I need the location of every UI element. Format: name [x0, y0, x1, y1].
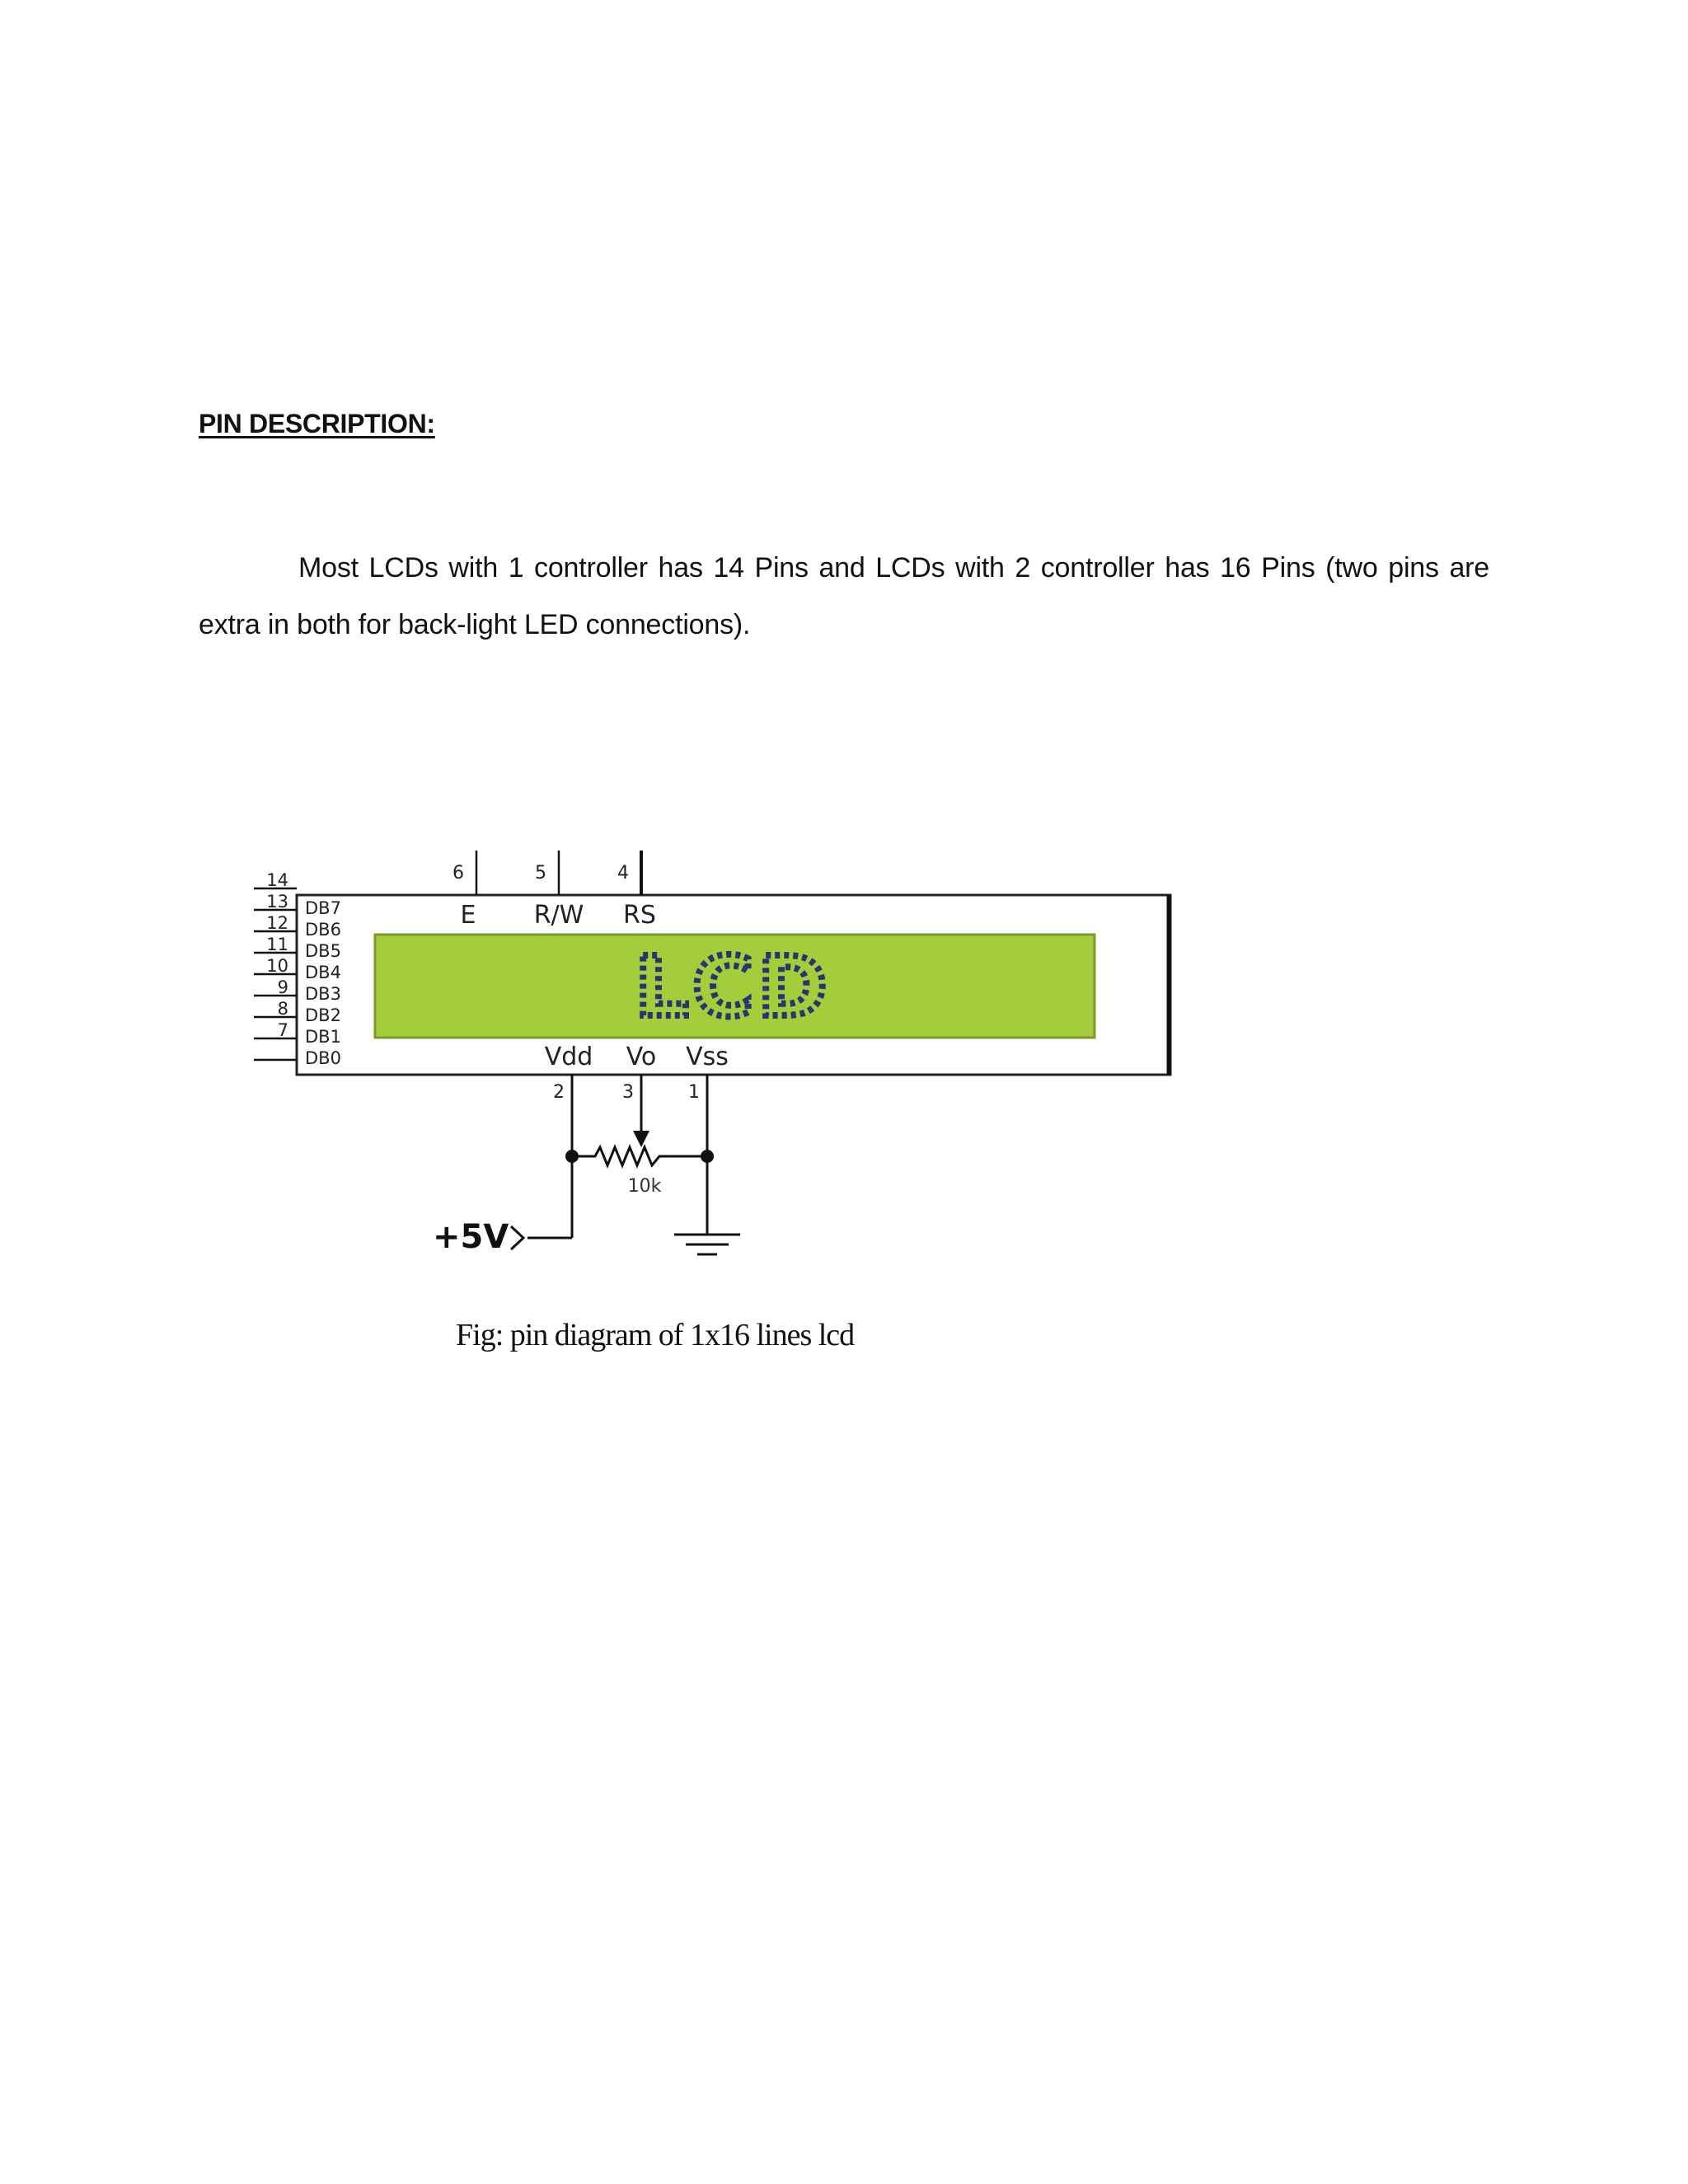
section-heading: PIN DESCRIPTION:	[199, 409, 435, 438]
data-pin-number: 7	[277, 1020, 288, 1040]
data-pin-name: DB7	[305, 898, 341, 918]
data-pin-name: DB5	[305, 941, 341, 961]
power-pin-number: 1	[688, 1082, 700, 1103]
control-pin-name: R/W	[533, 901, 584, 930]
power-pin-number: 2	[553, 1082, 565, 1103]
wiper-arrow	[633, 1131, 649, 1147]
control-pin-name: E	[460, 901, 476, 930]
power-pin-number: 3	[622, 1082, 634, 1103]
data-pin-number: 9	[277, 977, 288, 997]
data-pin-number: 12	[266, 913, 288, 933]
figure-caption: Fig: pin diagram of 1x16 lines lcd	[456, 1318, 855, 1352]
resistor-label: 10k	[627, 1176, 662, 1197]
data-pin-number: 10	[266, 956, 288, 976]
control-pin-number: 5	[535, 863, 546, 883]
junction-dot	[565, 1150, 579, 1163]
data-pin-name: DB4	[305, 963, 341, 982]
power-pin-name: Vo	[626, 1043, 657, 1071]
data-pin-number: 8	[277, 999, 288, 1019]
power-pin-name: Vdd	[544, 1043, 593, 1071]
lcd-pin-diagram	[239, 841, 1179, 1277]
data-pin-name: DB2	[305, 1005, 341, 1025]
data-pin-name: DB6	[305, 920, 341, 940]
body-paragraph: Most LCDs with 1 controller has 14 Pins and LCDs with 2 controller has 16 Pins (two pins are extra in both for back-light LED connections).	[199, 552, 1489, 640]
control-pin-name: RS	[623, 901, 656, 930]
lcd-screen-text: LCD	[635, 939, 832, 1035]
control-pin-number: 6	[452, 863, 464, 883]
supply-arrow	[511, 1226, 523, 1249]
potentiometer-resistor	[572, 1147, 707, 1165]
data-pin-name: DB0	[305, 1048, 341, 1068]
data-pin-number: 11	[266, 935, 288, 954]
power-pin-name: Vss	[686, 1043, 729, 1071]
supply-label: +5V	[433, 1218, 509, 1256]
junction-dot	[701, 1150, 714, 1163]
control-pin-number: 4	[617, 863, 629, 883]
data-pin-name: DB1	[305, 1027, 341, 1047]
data-pin-number: 13	[266, 892, 288, 912]
data-pin-name: DB3	[305, 984, 341, 1004]
data-pin-number: 14	[266, 870, 288, 890]
